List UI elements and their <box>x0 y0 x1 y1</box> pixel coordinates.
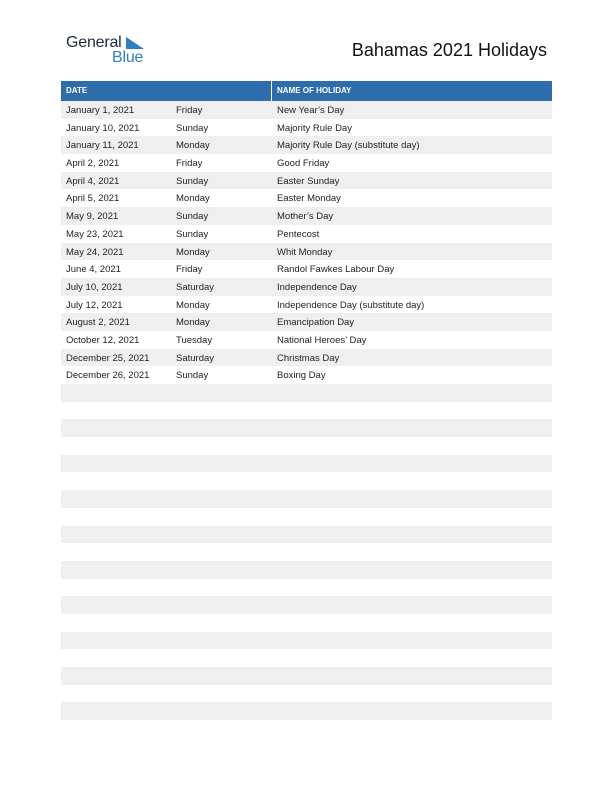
empty-row <box>61 419 552 437</box>
empty-row <box>61 561 552 579</box>
table-row <box>61 154 552 172</box>
table-row <box>61 189 552 207</box>
cell-day: Monday <box>176 317 210 329</box>
cell-day: Saturday <box>176 352 215 364</box>
cell-holiday-name: Pentecost <box>277 228 320 240</box>
empty-row <box>61 472 552 490</box>
cell-day: Monday <box>176 299 210 311</box>
table-row <box>61 207 552 225</box>
cell-day: Monday <box>176 140 210 152</box>
cell-date: May 23, 2021 <box>66 228 124 240</box>
cell-date: January 11, 2021 <box>66 140 139 152</box>
cell-date: January 10, 2021 <box>66 122 140 134</box>
cell-date: December 25, 2021 <box>66 352 150 364</box>
header-date: DATE <box>66 86 88 95</box>
table-row <box>61 331 552 349</box>
cell-date: January 1, 2021 <box>66 105 135 116</box>
cell-holiday-name: Boxing Day <box>277 370 326 382</box>
cell-day: Sunday <box>176 175 209 187</box>
empty-row <box>61 649 552 667</box>
cell-day: Sunday <box>176 228 209 240</box>
cell-holiday-name: Randol Fawkes Labour Day <box>277 264 395 276</box>
table-row <box>61 119 552 137</box>
cell-day: Friday <box>176 105 203 116</box>
empty-row <box>61 402 552 420</box>
empty-row <box>61 437 552 455</box>
cell-date: July 10, 2021 <box>66 281 123 293</box>
empty-row <box>61 384 552 402</box>
table-row <box>61 225 552 243</box>
cell-holiday-name: Good Friday <box>277 158 330 170</box>
header-holiday-name: NAME OF HOLIDAY <box>277 86 352 95</box>
empty-row <box>61 543 552 561</box>
table-row <box>61 278 552 296</box>
table-row <box>61 243 552 261</box>
cell-day: Saturday <box>176 281 215 293</box>
cell-date: May 24, 2021 <box>66 246 124 258</box>
cell-holiday-name: Majority Rule Day <box>277 122 352 134</box>
header-divider <box>271 81 272 101</box>
cell-holiday-name: National Heroes’ Day <box>277 334 367 346</box>
cell-holiday-name: Mother’s Day <box>277 211 334 223</box>
cell-day: Friday <box>176 158 203 170</box>
cell-day: Sunday <box>176 122 209 134</box>
cell-holiday-name: Majority Rule Day (substitute day) <box>277 140 420 152</box>
cell-holiday-name: Emancipation Day <box>277 317 355 329</box>
empty-row <box>61 614 552 632</box>
cell-date: April 5, 2021 <box>66 193 120 205</box>
logo-text-general: General <box>66 34 122 51</box>
empty-row <box>61 632 552 650</box>
cell-holiday-name: Independence Day <box>277 281 357 293</box>
cell-date: May 9, 2021 <box>66 211 119 223</box>
cell-holiday-name: Whit Monday <box>277 246 333 258</box>
empty-row <box>61 455 552 473</box>
cell-date: December 26, 2021 <box>66 370 150 382</box>
empty-row <box>61 508 552 526</box>
empty-row <box>61 526 552 544</box>
empty-row <box>61 702 552 720</box>
cell-day: Sunday <box>176 211 209 223</box>
empty-row <box>61 596 552 614</box>
cell-holiday-name: Independence Day (substitute day) <box>277 299 425 311</box>
table-row <box>61 172 552 190</box>
cell-date: October 12, 2021 <box>66 334 140 346</box>
cell-holiday-name: Christmas Day <box>277 352 340 364</box>
table-row <box>61 260 552 278</box>
cell-holiday-name: Easter Sunday <box>277 175 340 187</box>
cell-holiday-name: Easter Monday <box>277 193 341 205</box>
empty-row <box>61 490 552 508</box>
table-row <box>61 313 552 331</box>
table-row <box>61 366 552 384</box>
cell-day: Friday <box>176 264 203 276</box>
holidays-table <box>61 81 552 720</box>
logo-text-blue: Blue <box>112 49 144 66</box>
table-header <box>61 81 552 101</box>
cell-date: June 4, 2021 <box>66 264 121 276</box>
table-row <box>61 136 552 154</box>
generalblue-logo <box>66 34 156 68</box>
table-row <box>61 101 552 119</box>
table-row <box>61 349 552 367</box>
cell-day: Monday <box>176 193 210 205</box>
cell-date: July 12, 2021 <box>66 299 123 311</box>
page-title: Bahamas 2021 Holidays <box>351 40 547 60</box>
cell-day: Sunday <box>176 370 209 382</box>
table-row <box>61 296 552 314</box>
cell-day: Tuesday <box>176 334 213 346</box>
cell-date: April 2, 2021 <box>66 158 120 170</box>
cell-date: April 4, 2021 <box>66 175 120 187</box>
empty-row <box>61 579 552 597</box>
cell-day: Monday <box>176 246 210 258</box>
logo-triangle-icon <box>124 36 146 50</box>
cell-holiday-name: New Year’s Day <box>277 105 345 116</box>
empty-row <box>61 685 552 703</box>
empty-row <box>61 667 552 685</box>
table-body <box>61 101 552 720</box>
cell-date: August 2, 2021 <box>66 317 130 329</box>
